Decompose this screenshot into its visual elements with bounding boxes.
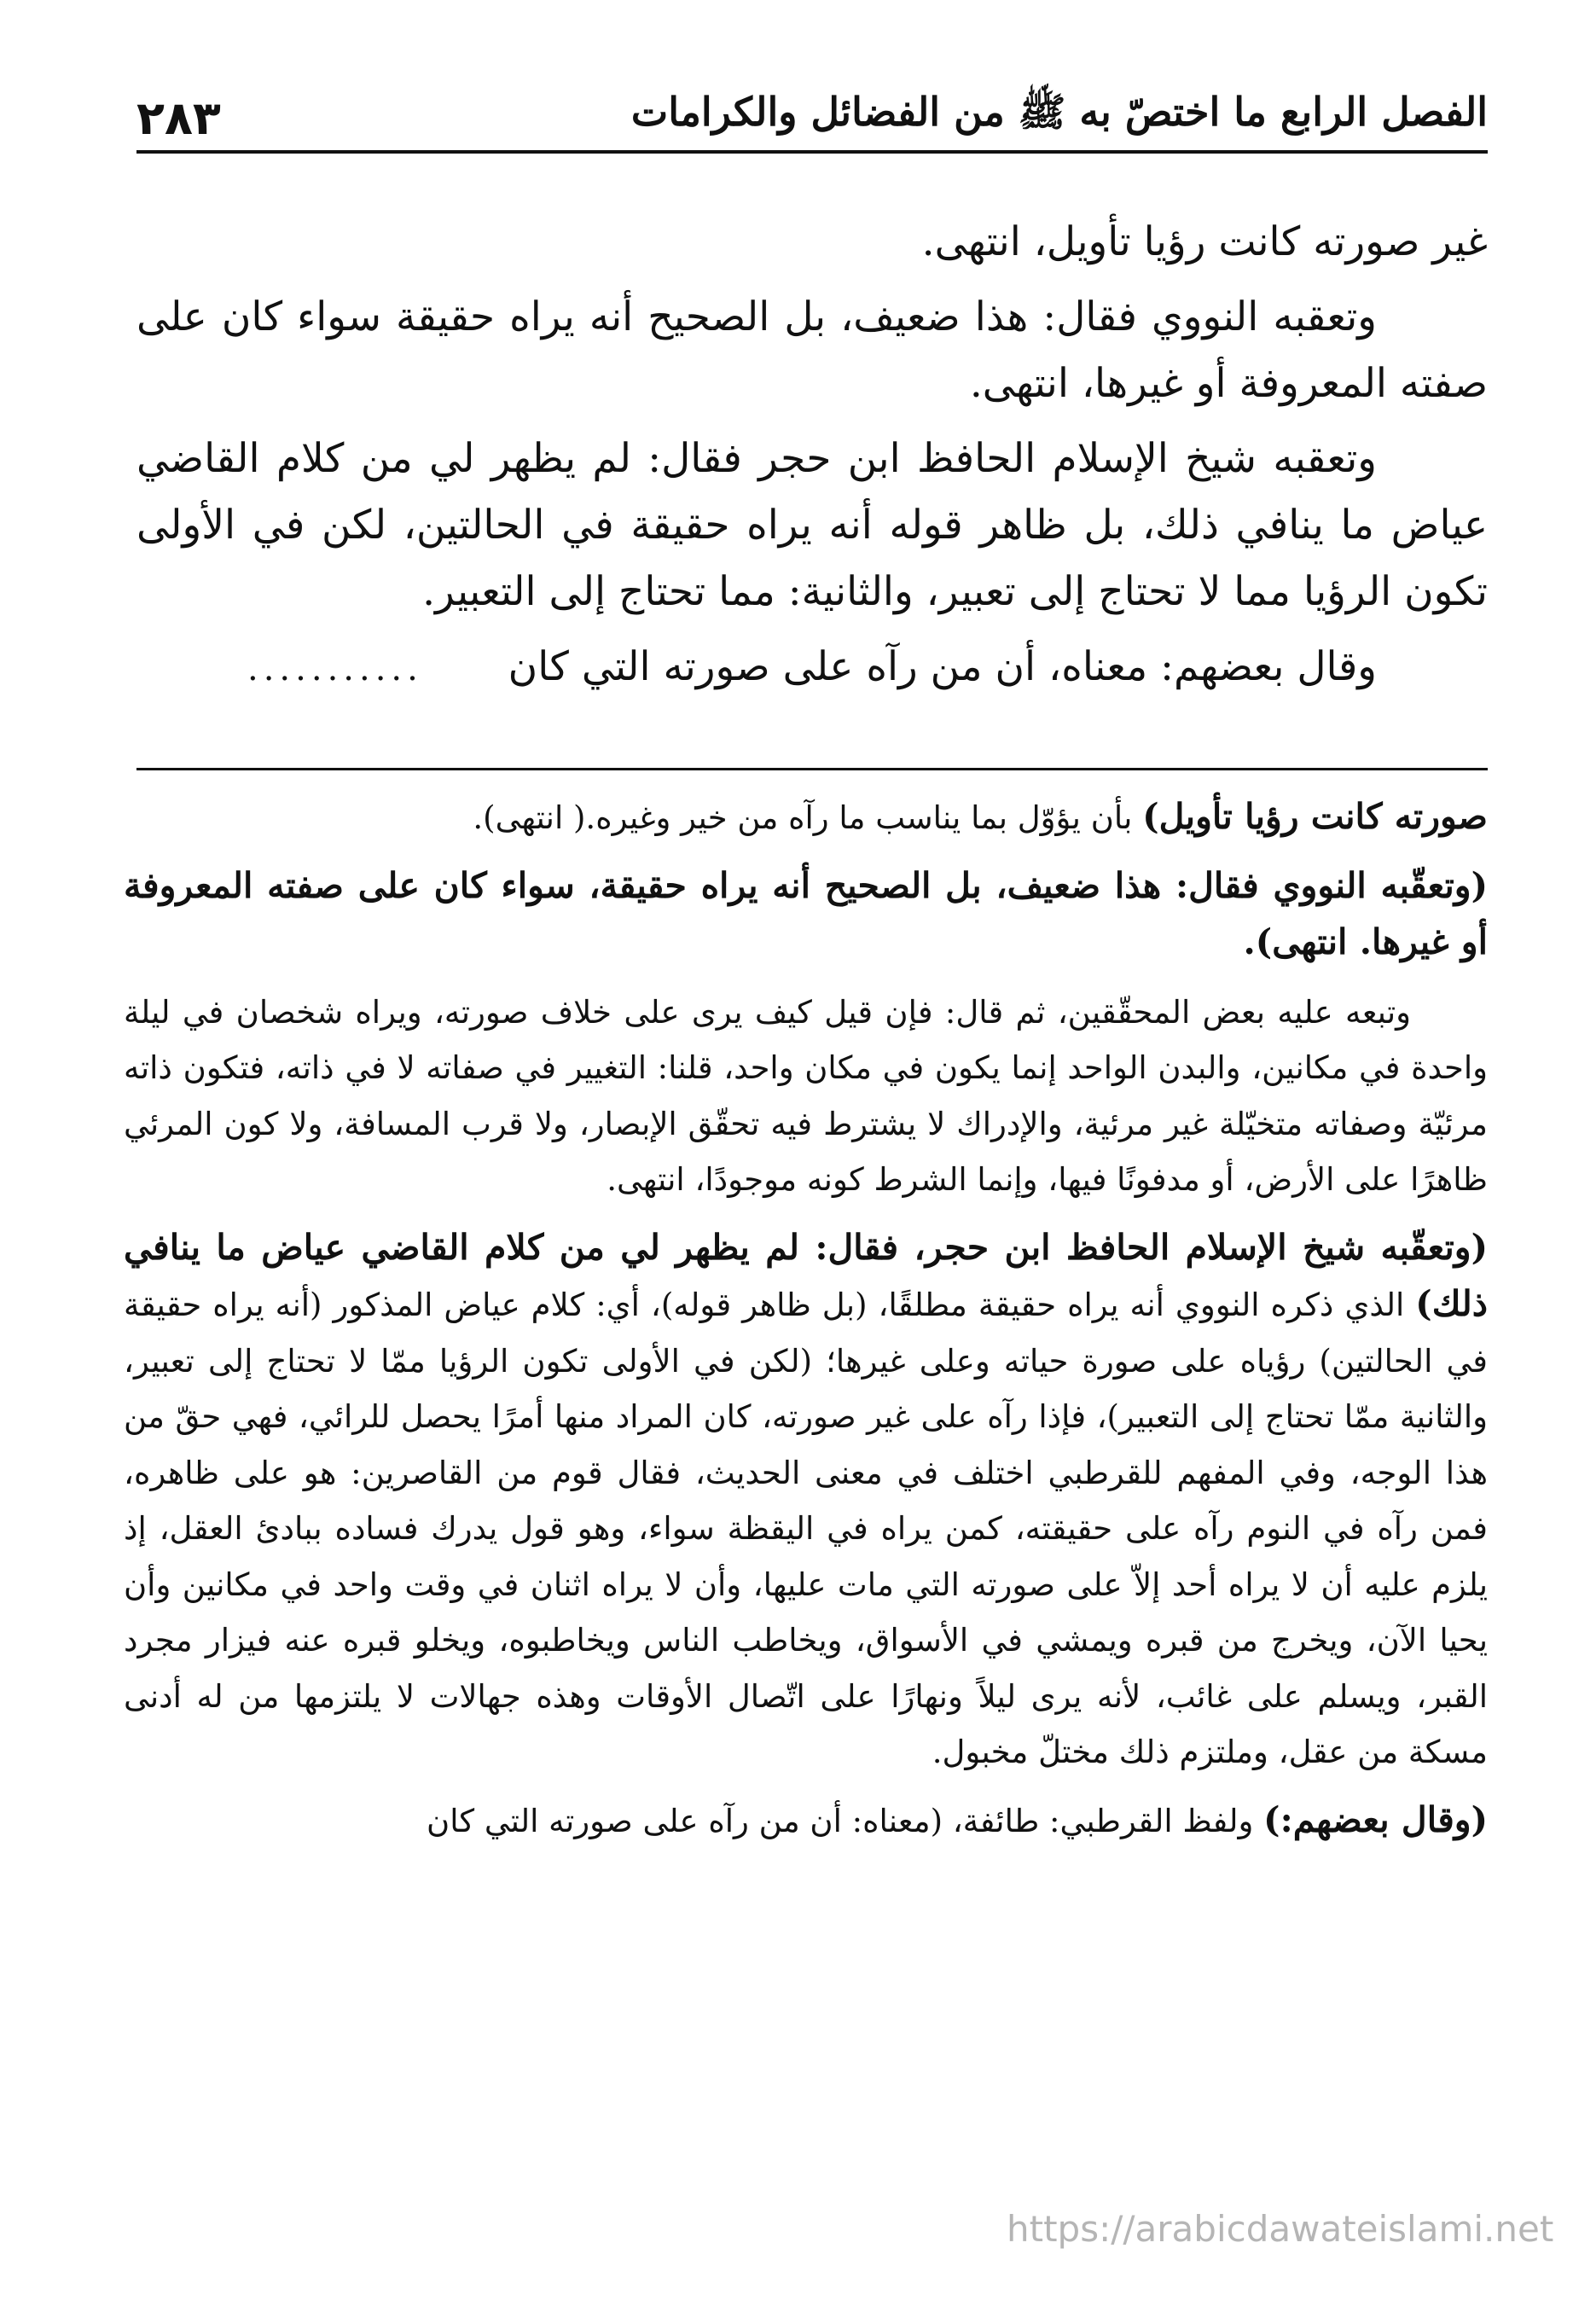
commentary-paragraph [124, 1220, 1488, 1781]
commentary-paragraph [124, 858, 1488, 972]
main-text-line: غير صورته كانت رؤيا تأويل، انتهى. [921, 218, 1488, 265]
commentary-text: الذي ذكره النووي أنه يراه حقيقة مطلقًا، (بل ظاهر قوله)، أي: كلام عياض المذكور (أنه يراه حقيقة في الحالتين) رؤياه على صورة حياته وعلى غيرها؛ (لكن في الأولى تكون الرؤيا ممّا لا تحتاج إلى تعبير، والثانية ممّا تحتاج إلى التعبير)، فإذا رآه على غير صورته، كان المراد منها أمرًا يحصل للرائي، فهي حقّ من هذا الوجه، وفي المفهم للقرطبي اختلف في معنى الحديث، فقال قوم من القاصرين: هو على ظاهره، فمن رآه في النوم رآه على حقيقته، كمن يراه في اليقظة سواء، وهو قول يدرك فساده ببادئ العقل، إذ يلزم عليه أن لا يراه أحد إلاّ على صورته التي مات عليها، وأن لا يراه اثنان في وقت واحد في مكانين وأن يحيا الآن، ويخرج من قبره ويمشي في الأسواق، ويخاطب الناس ويخاطبوه، ويخلو قبره عنه فيزار مجرد القبر، ويسلم على غائب، لأنه يرى ليلاً ونهارًا على اتّصال الأوقات وهذه جهالات لا يلتزمها من له أدنى مسكة من عقل، وملتزم ذلك مختلّ مخبول. [124, 1287, 1488, 1770]
watermark-url: https://arabicdawateislami.net [1007, 2208, 1554, 2250]
commentary-paragraph [124, 1792, 1488, 1850]
main-text-paragraph: وتعقبه شيخ الإسلام الحافظ ابن حجر فقال: لم يظهر لي من كلام القاضي عياض ما ينافي ذلك، بل ظاهر قوله أنه يراه حقيقة في الحالتين، لكن في الأولى تكون الرؤيا مما لا تحتاج إلى تعبير، والثانية: مما تحتاج إلى التعبير. [136, 435, 1488, 615]
commentary-block [124, 789, 1488, 1861]
main-text-paragraph: وتعقبه النووي فقال: هذا ضعيف، بل الصحيح أنه يراه حقيقة سواء كان على صفته المعروفة أو غيرها، انتهى. [136, 293, 1488, 407]
main-text-paragraph [136, 634, 1488, 702]
commentary-text: بأن يؤوّل بما يناسب ما رآه من خير وغيره.( انتهى). [473, 799, 1143, 836]
page-header [136, 68, 1488, 154]
quoted-matn: صورته كانت رؤيا تأويل) [1142, 796, 1488, 837]
quoted-matn: (وتعقّبه شيخ الإسلام الحافظ ابن حجر، فقال: لم يظهر لي من كلام القاضي عياض ما ينافي ذلك) [124, 1226, 1488, 1324]
text-separator-rule [136, 768, 1488, 770]
main-text-last-line: وقال بعضهم: معناه، أن من رآه على صورته التي كان [508, 643, 1377, 690]
main-text-block [136, 209, 1488, 711]
commentary-paragraph [124, 789, 1488, 846]
quoted-matn: (وقال بعضهم:) [1263, 1798, 1488, 1840]
commentary-paragraph [124, 984, 1488, 1208]
commentary-text: وتبعه عليه بعض المحقّقين، ثم قال: فإن قيل كيف يرى على خلاف صورته، ويراه شخصان في ليلة واحدة في مكانين، والبدن الواحد إنما يكون في مكان واحد، قلنا: التغيير في صفاته لا في ذاته، فتكون ذاته مرئيّة وصفاته متخيّلة غير مرئية، والإدراك لا يشترط فيه تحقّق الإبصار، ولا قرب المسافة، ولا كون المرئي ظاهرًا على الأرض، أو مدفونًا فيها، وإنما الشرط كونه موجودًا، انتهى. [124, 993, 1488, 1198]
chapter-title: الفصل الرابع ما اختصّ به ﷺ من الفضائل والكرامات [630, 89, 1488, 135]
continuation-dots: ........... [247, 649, 423, 688]
page-number: ٢٨٣ [136, 91, 221, 145]
commentary-text: ولفظ القرطبي: طائفة، (معناه: أن من رآه على صورته التي كان [427, 1802, 1264, 1839]
quoted-matn: (وتعقّبه النووي فقال: هذا ضعيف، بل الصحيح أنه يراه حقيقة، سواء كان على صفته المعروفة أو غيرها. انتهى). [124, 864, 1488, 962]
